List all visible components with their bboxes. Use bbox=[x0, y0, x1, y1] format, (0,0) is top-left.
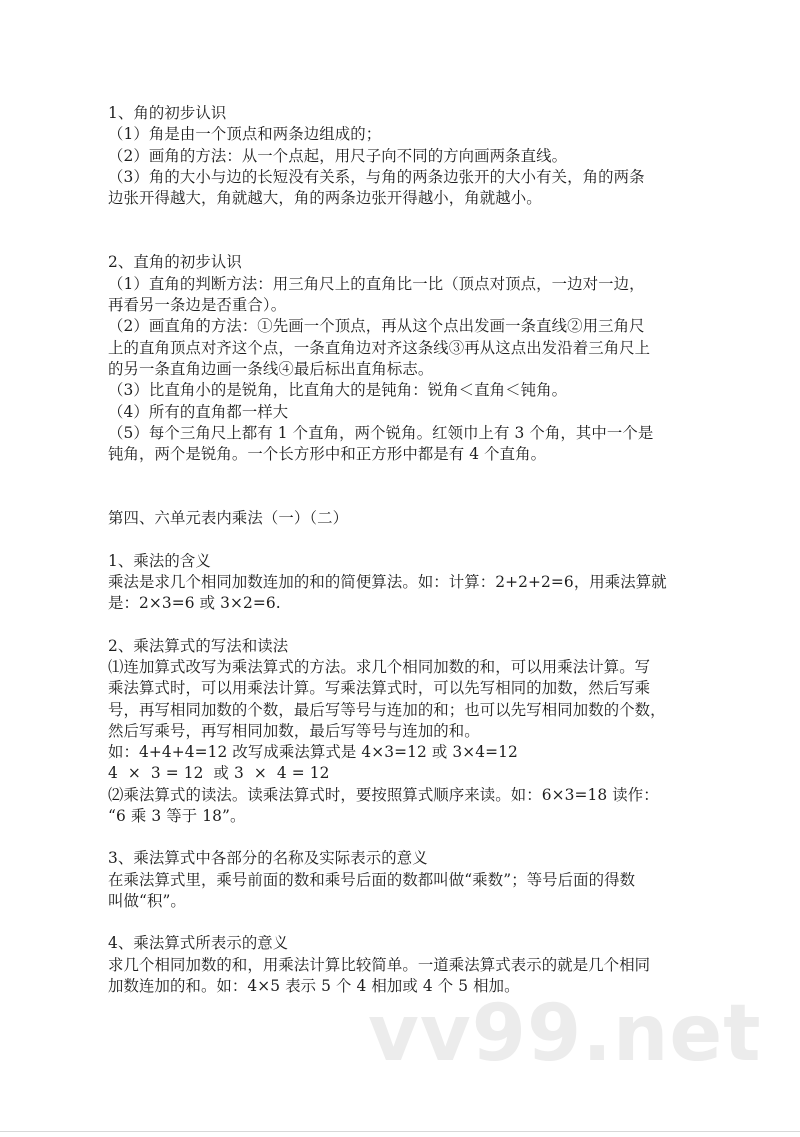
spacer bbox=[108, 465, 693, 508]
paragraph: （2）画角的方法：从一个点起，用尺子向不同的方向画两条直线。 bbox=[108, 146, 568, 165]
spacer bbox=[108, 530, 693, 551]
spacer bbox=[108, 912, 693, 933]
watermark: vv99.net bbox=[368, 989, 762, 1079]
paragraph: 叫做“积”。 bbox=[108, 891, 186, 910]
paragraph: 的另一条直角边画一条线④最后标出直角标志。 bbox=[108, 359, 434, 378]
paragraph: 号，再写相同加数的个数，最后写等号与连加的和；也可以先写相同加数的个数， bbox=[108, 700, 666, 719]
paragraph: ⑴连加算式改写为乘法算式的方法。求几个相同加数的和，可以用乘法计算。写 bbox=[108, 657, 651, 676]
paragraph: 再看另一条边是否重合）。 bbox=[108, 296, 287, 315]
paragraph: 上的直角顶点对齐这个点，一条直角边对齐这条线③再从这点出发沿着三角尺上 bbox=[108, 338, 651, 357]
paragraph: 然后写乘号，再写相同加数，最后写等号与连加的和。 bbox=[108, 721, 480, 740]
paragraph: ⑵乘法算式的读法。读乘法算式时，要按照算式顺序来读。如：6×3=18 读作： bbox=[108, 785, 659, 804]
paragraph: 在乘法算式里，乘号前面的数和乘号后面的数都叫做“乘数”；等号后面的得数 bbox=[108, 870, 636, 889]
spacer bbox=[108, 209, 693, 252]
paragraph: （1）直角的判断方法：用三角尺上的直角比一比（顶点对顶点，一边对一边， bbox=[108, 274, 645, 293]
paragraph: （2）画直角的方法：①先画一个顶点，再从这个点出发画一条直线②用三角尺 bbox=[108, 317, 645, 336]
paragraph: “6 乘 3 等于 18”。 bbox=[108, 807, 246, 826]
paragraph: （3）比直角小的是锐角，比直角大的是钝角：锐角＜直角＜钝角。 bbox=[108, 381, 568, 400]
section-heading-multiplication-meaning: 1、乘法的含义 bbox=[108, 551, 211, 570]
section-heading-multiplication-writing: 2、乘法算式的写法和读法 bbox=[108, 636, 289, 655]
section-heading-angle: 1、角的初步认识 bbox=[108, 104, 227, 122]
paragraph: 加数连加的和。如：4×5 表示 5 个 4 相加或 4 个 5 相加。 bbox=[108, 976, 520, 995]
paragraph: （5）每个三角尺上都有 1 个直角，两个锐角。红领巾上有 3 个角，其中一个是 bbox=[108, 423, 654, 442]
paragraph: 如：4+4+4=12 改写成乘法算式是 4×3=12 或 3×4=12 bbox=[108, 743, 518, 762]
section-heading-multiplication-significance: 4、乘法算式所表示的意义 bbox=[108, 934, 289, 953]
document-body bbox=[108, 103, 693, 997]
paragraph: 是：2×3=6 或 3×2=6. bbox=[108, 594, 281, 613]
paragraph: 钝角，两个是锐角。一个长方形中和正方形中都是有 4 个直角。 bbox=[108, 445, 547, 464]
unit-heading: 第四、六单元表内乘法（一）（二） bbox=[108, 509, 349, 528]
spacer bbox=[108, 615, 693, 636]
paragraph: 边张开得越大，角就越大，角的两条边张开得越小，角就越小。 bbox=[108, 189, 542, 208]
paragraph: 乘法是求几个相同加数连加的和的简便算法。如：计算：2+2+2=6，用乘法算就 bbox=[108, 573, 667, 592]
paragraph: 4 × 3 = 12 或 3 × 4 = 12 bbox=[108, 764, 330, 783]
section-heading-multiplication-parts: 3、乘法算式中各部分的名称及实际表示的意义 bbox=[108, 849, 428, 868]
paragraph: （1）角是由一个顶点和两条边组成的； bbox=[108, 125, 382, 144]
paragraph: （3）角的大小与边的长短没有关系，与角的两条边张开的大小有关，角的两条 bbox=[108, 167, 645, 186]
spacer bbox=[108, 827, 693, 848]
paragraph: 求几个相同加数的和，用乘法计算比较简单。一道乘法算式表示的就是几个相同 bbox=[108, 955, 651, 974]
section-heading-right-angle: 2、直角的初步认识 bbox=[108, 253, 242, 272]
paragraph: 乘法算式时，可以用乘法计算。写乘法算式时，可以先写相同的加数，然后写乘 bbox=[108, 679, 651, 698]
paragraph: （4）所有的直角都一样大 bbox=[108, 402, 289, 421]
page-bottom-divider bbox=[0, 1131, 800, 1132]
